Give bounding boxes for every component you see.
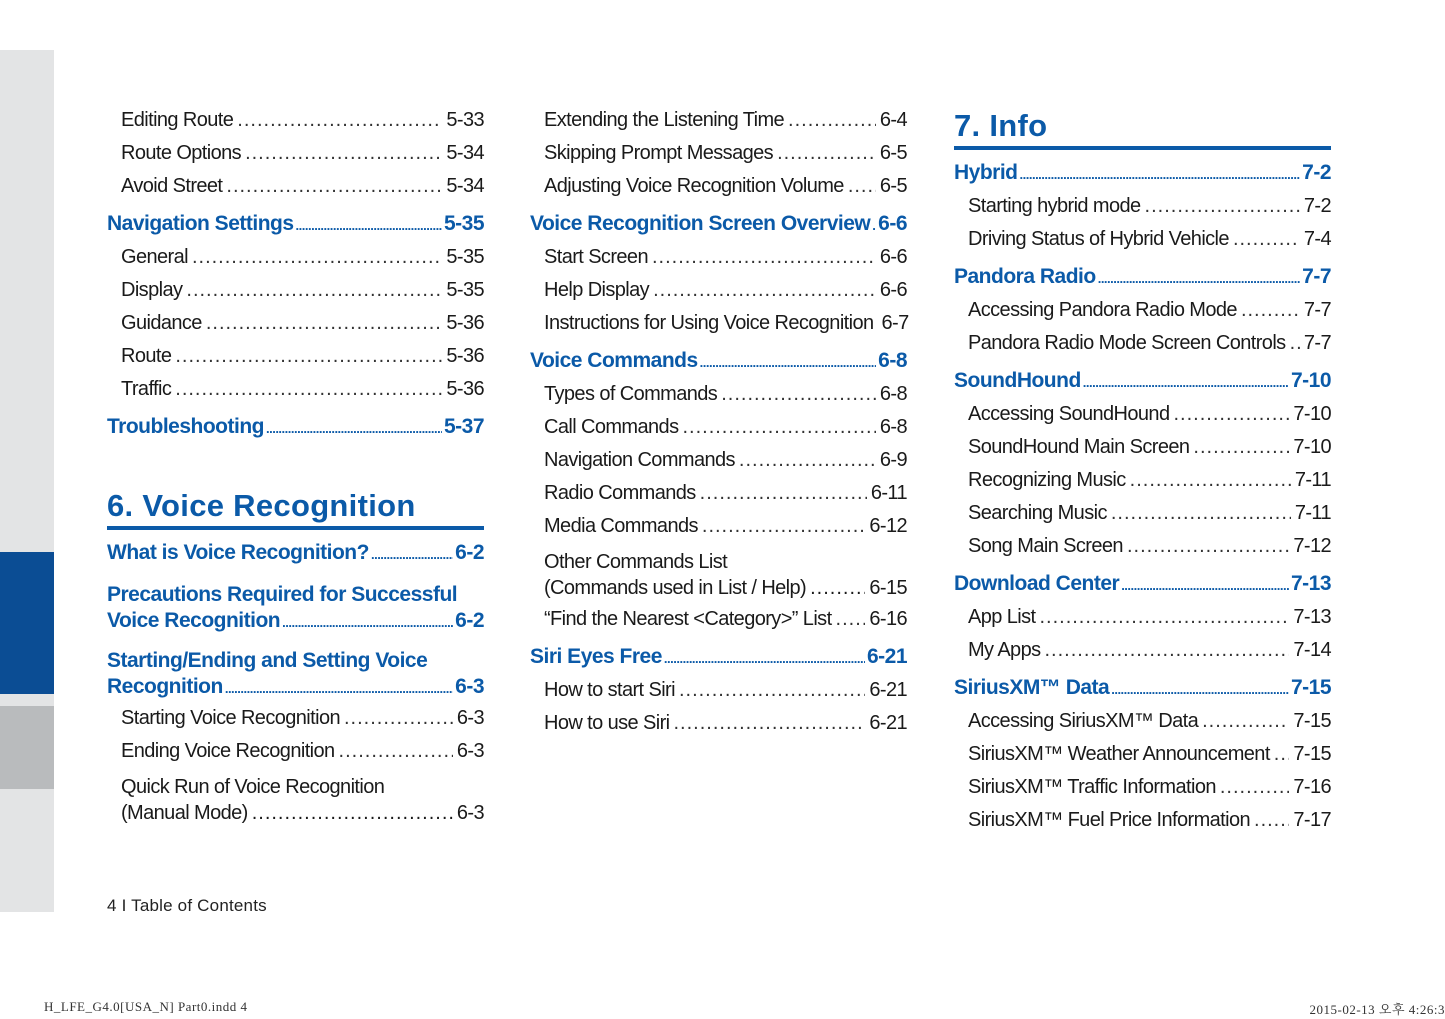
toc-entry[interactable]: Route Options ..... 5-34 bbox=[107, 141, 484, 174]
toc-entry[interactable]: Skipping Prompt Messages ..... 6-5 bbox=[530, 141, 907, 174]
toc-section-soundhound[interactable]: SoundHound ..... 7-10 bbox=[954, 364, 1331, 402]
toc-entry[interactable]: Guidance ..... 5-36 bbox=[107, 311, 484, 344]
toc-entry[interactable]: Media Commands ..... 6-12 bbox=[530, 514, 907, 547]
toc-section-troubleshooting[interactable]: Troubleshooting ..... 5-37 bbox=[107, 410, 484, 448]
toc-entry[interactable]: SiriusXM™ Weather Announcement ..... 7-15 bbox=[954, 742, 1331, 775]
toc-entry-quick-run[interactable]: Quick Run of Voice Recognition (Manual Mode) ..... 6-3 bbox=[107, 774, 484, 826]
toc-entry[interactable]: Radio Commands ..... 6-11 bbox=[530, 481, 907, 514]
toc-entry[interactable]: Traffic ..... 5-36 bbox=[107, 377, 484, 410]
toc-section-what-is-voice-recognition[interactable]: What is Voice Recognition? ..... 6-2 bbox=[107, 536, 484, 574]
toc-entry[interactable]: Accessing SiriusXM™ Data ..... 7-15 bbox=[954, 709, 1331, 742]
chapter-heading-voice-recognition[interactable]: 6. Voice Recognition bbox=[107, 488, 484, 530]
toc-entry-other-commands[interactable]: Other Commands List (Commands used in List / Help) ..... 6-15 bbox=[530, 549, 907, 601]
toc-entry[interactable]: Editing Route ..... 5-33 bbox=[107, 108, 484, 141]
toc-entry[interactable]: Types of Commands ..... 6-8 bbox=[530, 382, 907, 415]
toc-entry[interactable]: Instructions for Using Voice Recognition 6-7 bbox=[544, 312, 909, 334]
toc-entry[interactable]: Accessing SoundHound ..... 7-10 bbox=[954, 402, 1331, 435]
toc-entry[interactable]: Help Display ..... 6-6 bbox=[530, 278, 907, 311]
toc-entry[interactable]: Pandora Radio Mode Screen Controls ..... 7-7 bbox=[954, 331, 1331, 364]
toc-section-siri-eyes-free[interactable]: Siri Eyes Free ..... 6-21 bbox=[530, 640, 907, 678]
toc-entry[interactable]: How to start Siri ..... 6-21 bbox=[530, 678, 907, 711]
toc-entry[interactable]: “Find the Nearest <Category>” List ..... 6-16 bbox=[530, 607, 907, 640]
toc-entry[interactable]: General ..... 5-35 bbox=[107, 245, 484, 278]
toc-entry[interactable]: Searching Music ..... 7-11 bbox=[954, 501, 1331, 534]
toc-entry[interactable]: Adjusting Voice Recognition Volume ..... 6-5 bbox=[530, 174, 907, 207]
toc-entry[interactable]: App List ..... 7-13 bbox=[954, 605, 1331, 638]
toc-section-voice-commands[interactable]: Voice Commands ..... 6-8 bbox=[530, 344, 907, 382]
toc-entry[interactable]: Starting hybrid mode ..... 7-2 bbox=[954, 194, 1331, 227]
toc-column-1 bbox=[107, 108, 484, 832]
toc-entry[interactable]: Call Commands ..... 6-8 bbox=[530, 415, 907, 448]
chapter-tab-active bbox=[0, 552, 54, 694]
toc-entry[interactable]: Ending Voice Recognition ..... 6-3 bbox=[107, 739, 484, 772]
page-footer: 4 I Table of Contents bbox=[107, 896, 267, 915]
toc-entry[interactable]: SiriusXM™ Fuel Price Information ..... 7-17 bbox=[954, 808, 1331, 841]
print-slug-file: H_LFE_G4.0[USA_N] Part0.indd 4 bbox=[44, 999, 248, 1014]
toc-entry[interactable]: Avoid Street ..... 5-34 bbox=[107, 174, 484, 207]
toc-entry[interactable]: Route ..... 5-36 bbox=[107, 344, 484, 377]
toc-entry[interactable]: How to use Siri ..... 6-21 bbox=[530, 711, 907, 744]
toc-column-2 bbox=[530, 108, 907, 744]
toc-section-navigation-settings[interactable]: Navigation Settings ..... 5-35 bbox=[107, 207, 484, 245]
chapter-heading-info[interactable]: 7. Info bbox=[954, 108, 1331, 150]
toc-entry[interactable]: Navigation Commands ..... 6-9 bbox=[530, 448, 907, 481]
toc-column-3 bbox=[954, 108, 1331, 841]
print-slug-date: 2015-02-13 오후 4:26:3 bbox=[1309, 1002, 1445, 1017]
toc-section-download-center[interactable]: Download Center ..... 7-13 bbox=[954, 567, 1331, 605]
toc-section-pandora-radio[interactable]: Pandora Radio ..... 7-7 bbox=[954, 260, 1331, 298]
toc-entry[interactable]: Extending the Listening Time ..... 6-4 bbox=[530, 108, 907, 141]
toc-entry[interactable]: Accessing Pandora Radio Mode ..... 7-7 bbox=[954, 298, 1331, 331]
toc-section-hybrid[interactable]: Hybrid ..... 7-2 bbox=[954, 156, 1331, 194]
toc-entry[interactable]: Recognizing Music ..... 7-11 bbox=[954, 468, 1331, 501]
toc-entry[interactable]: Display ..... 5-35 bbox=[107, 278, 484, 311]
toc-entry[interactable]: Song Main Screen ..... 7-12 bbox=[954, 534, 1331, 567]
toc-section-starting-ending[interactable]: Starting/Ending and Setting Voice Recognition ..... 6-3 bbox=[107, 640, 484, 702]
toc-section-siriusxm-data[interactable]: SiriusXM™ Data ..... 7-15 bbox=[954, 671, 1331, 709]
toc-section-precautions[interactable]: Precautions Required for Successful Voice Recognition ..... 6-2 bbox=[107, 574, 484, 636]
toc-entry[interactable]: Driving Status of Hybrid Vehicle ..... 7-4 bbox=[954, 227, 1331, 260]
toc-section-screen-overview[interactable]: Voice Recognition Screen Overview ..... 6-6 bbox=[530, 207, 907, 245]
toc-entry[interactable]: Start Screen ..... 6-6 bbox=[530, 245, 907, 278]
chapter-tab-inactive bbox=[0, 706, 54, 789]
toc-entry[interactable]: Starting Voice Recognition ..... 6-3 bbox=[107, 706, 484, 739]
toc-entry[interactable]: SiriusXM™ Traffic Information ..... 7-16 bbox=[954, 775, 1331, 808]
toc-entry[interactable]: My Apps ..... 7-14 bbox=[954, 638, 1331, 671]
toc-entry[interactable]: SoundHound Main Screen ..... 7-10 bbox=[954, 435, 1331, 468]
